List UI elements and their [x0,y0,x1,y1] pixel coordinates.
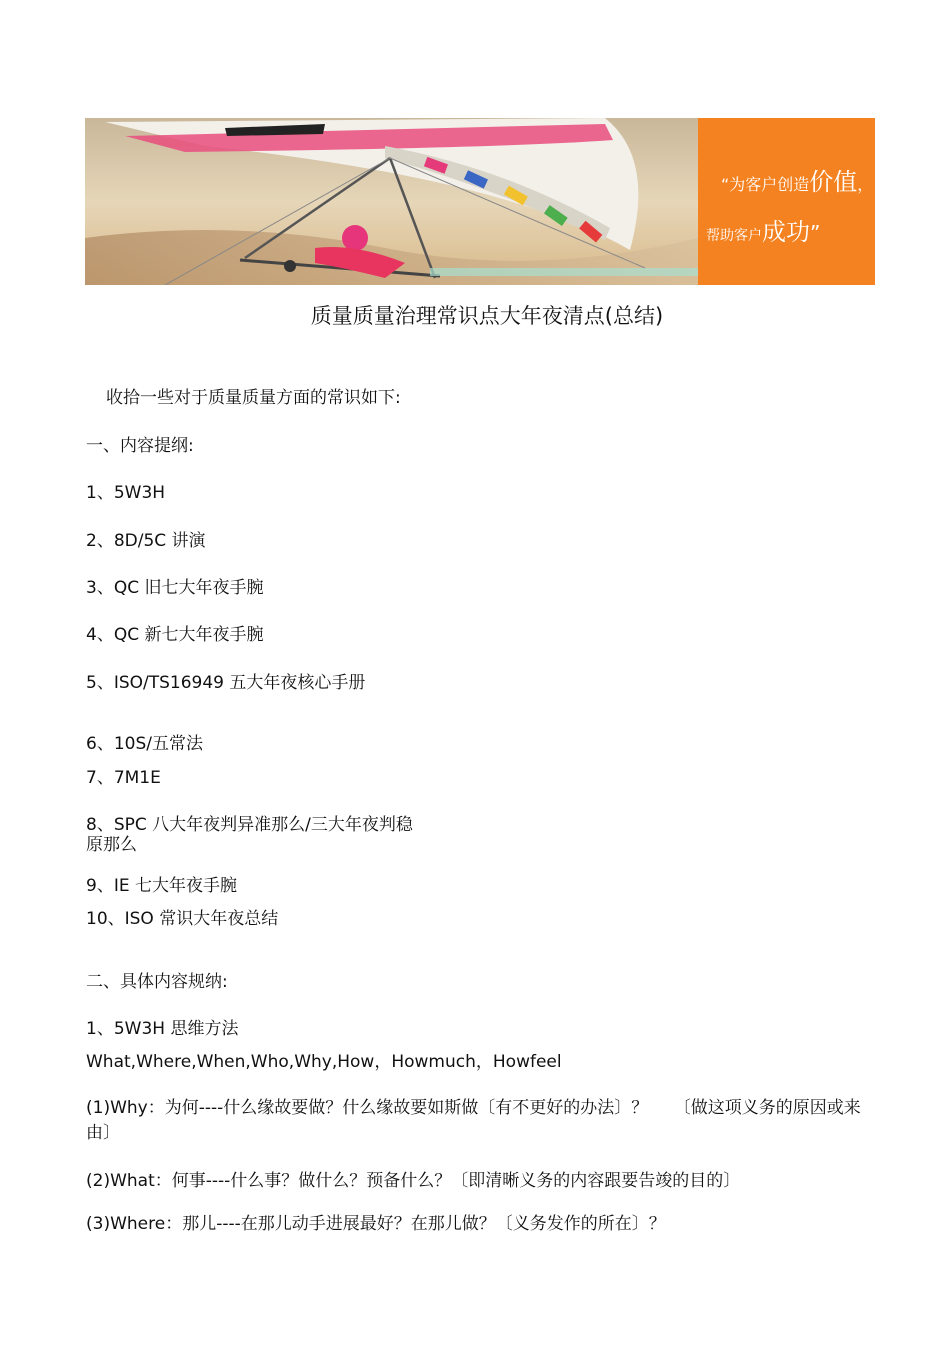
slogan-line1-prefix: “为客户创造 [721,175,810,194]
item-why: (1)Why：为何----什么缘故要做？什么缘故要如斯做〔有不更好的办法〕？ 〔做这项义务的原因或来由〕 [86,1098,861,1143]
hang-glider-illustration [85,118,875,285]
slogan-line2-prefix: 帮助客户 [706,228,762,244]
section2-heading: 二、具体内容规纳: [86,972,228,992]
document-title: 质量质量治理常识点大年夜清点(总结) [310,304,664,328]
outline-item: 4、QC 新七大年夜手腕 [86,625,264,645]
outline-item: 3、QC 旧七大年夜手腕 [86,578,264,598]
outline-item: 9、IE 七大年夜手腕 [86,876,237,896]
section1-heading: 一、内容提纲: [86,436,194,456]
outline-item: 6、10S/五常法 [86,734,203,754]
item-where: (3)Where：那儿----在那儿动手进展最好？在那儿做？〔义务发作的所在〕？ [86,1214,666,1234]
item-what: (2)What：何事----什么事？做什么？预备什么？〔即清晰义务的内容跟要告竣的目的〕 [86,1171,741,1191]
outline-item: 8、SPC 八大年夜判异准那么/三大年夜判稳原那么 [86,815,413,855]
outline-item: 5、ISO/TS16949 五大年夜核心手册 [86,673,366,693]
intro-text: 收拾一些对于质量质量方面的常识如下: [106,388,401,408]
slogan-line1-suffix: ， [857,175,874,194]
sub1-heading: 1、5W3H 思维方法 [86,1019,239,1039]
outline-item: 7、7M1E [86,768,161,788]
outline-item: 1、5W3H [86,483,166,503]
slogan-line2-suffix: ” [810,221,821,245]
outline-item: 2、8D/5C 讲演 [86,531,206,551]
slogan-line2-big: 成功 [762,218,810,246]
header-banner [85,118,875,285]
sub1-terms: What,Where,When,Who,Why,How，Howmuch，Howfeel [86,1052,562,1072]
outline-item: 10、ISO 常识大年夜总结 [86,909,279,929]
slogan-line1-big: 价值 [809,168,858,196]
